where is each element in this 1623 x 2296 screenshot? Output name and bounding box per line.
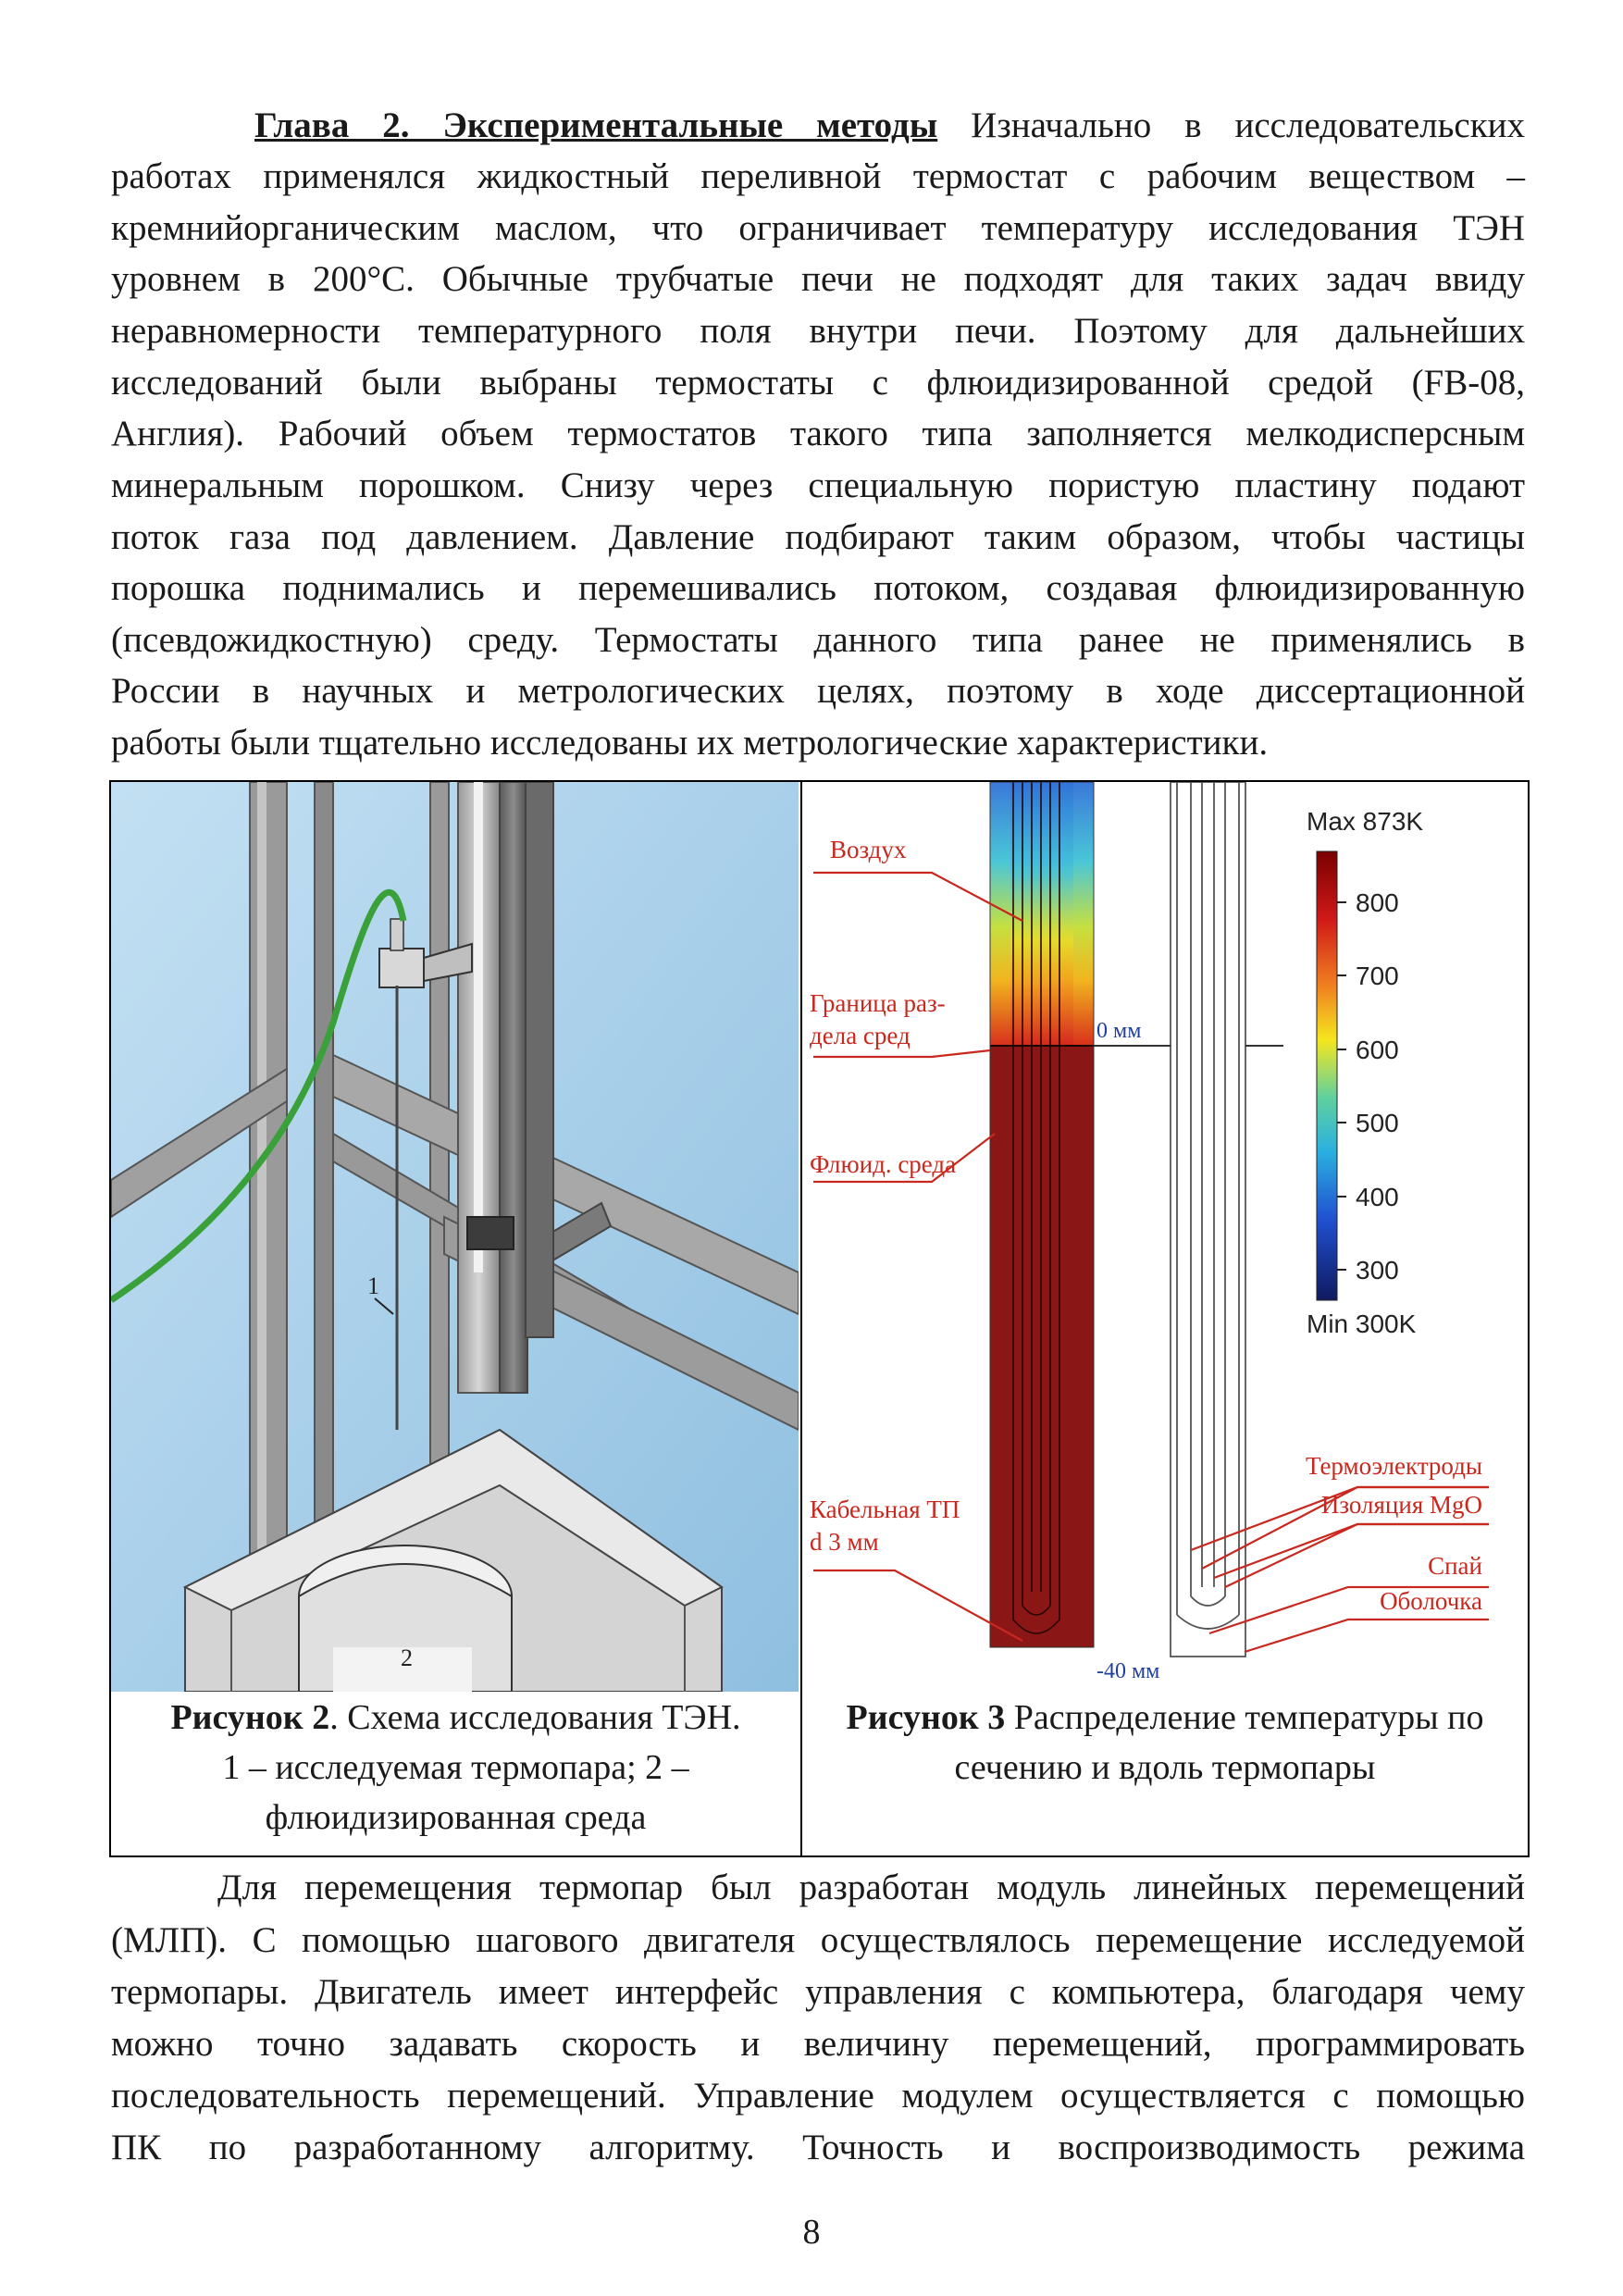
colorbar-tick: 700 — [1356, 962, 1399, 990]
paragraph-line: термопары. Двигатель имеет интерфейс управления с компьютера, благодаря чему — [111, 1972, 1525, 2012]
label-junction: Спай — [1428, 1552, 1482, 1580]
label-interface-2: дела сред — [810, 1022, 911, 1049]
paragraph-line: ПК по разработанному алгоритму. Точность и воспроизводимость режима — [111, 2128, 1525, 2167]
figure-3-illustration — [802, 782, 1528, 1689]
caption-line: Рисунок 2. Схема исследования ТЭН. — [170, 1698, 741, 1737]
paragraph-line: неравномерности температурного поля внутри печи. Поэтому для дальнейших — [111, 311, 1525, 351]
colorbar-tick: 400 — [1356, 1183, 1399, 1211]
paragraph-line: можно точно задавать скорость и величину перемещений, программировать — [111, 2024, 1525, 2064]
paragraph-line: последовательность перемещений. Управление модулем осуществляется с помощью — [111, 2076, 1525, 2116]
label-sheath: Оболочка — [1380, 1587, 1482, 1615]
figure-2-label-1: 1 — [367, 1272, 379, 1299]
colorbar-tick: 600 — [1356, 1036, 1399, 1064]
paragraph-line: поток газа под давлением. Давление подбирают таким образом, чтобы частицы — [111, 517, 1525, 557]
label-zero-mm: 0 мм — [1096, 1019, 1142, 1043]
paragraph-line: работы были тщательно исследованы их метрологические характеристики. — [111, 723, 1269, 763]
paragraph-line: Англия). Рабочий объем термостатов такого типа заполняется мелкодисперсным — [111, 414, 1525, 453]
figure-3-caption — [802, 1693, 1528, 1793]
paragraph-line: Глава 2. Экспериментальные методы Изначально в исследовательских — [254, 105, 1526, 145]
figure-2-cell — [111, 782, 802, 1855]
label-air: Воздух — [830, 836, 907, 863]
label-insulation: Изоляция MgO — [1320, 1491, 1482, 1519]
colorbar-tick: 500 — [1356, 1109, 1399, 1137]
label-cable-2: d 3 мм — [810, 1528, 879, 1556]
colorbar-max-label: Max 873K — [1307, 807, 1424, 836]
colorbar-tick: 800 — [1356, 888, 1399, 917]
paragraph-line: исследований были выбраны термостаты с флюидизированной средой (FB-08, — [111, 363, 1525, 403]
label-cable-1: Кабельная ТП — [810, 1496, 960, 1523]
label-fluid: Флюид. среда — [810, 1150, 957, 1178]
caption-line: флюидизированная среда — [265, 1798, 647, 1837]
paragraph-line: России в научных и метрологических целях, поэтому в ходе диссертационной — [111, 671, 1525, 711]
paragraph-line: Для перемещения термопар был разработан модуль линейных перемещений — [217, 1868, 1525, 1907]
figure-3-cell — [802, 782, 1528, 1855]
page-number: 8 — [802, 2213, 821, 2252]
caption-line: 1 – исследуемая термопара; 2 – — [222, 1748, 689, 1787]
paragraph-line: минеральным порошком. Снизу через специальную пористую пластину подают — [111, 465, 1525, 505]
paragraph-line: (псевдожидкостную) среду. Термостаты данного типа ранее не применялись в — [111, 620, 1525, 660]
chapter-heading: Глава 2. Экспериментальные методы — [254, 105, 938, 145]
paragraph-line: (МЛП). С помощью шагового двигателя осуществлялось перемещение исследуемой — [111, 1920, 1525, 1960]
figure-2-label-2: 2 — [401, 1644, 413, 1671]
colorbar-tick: 300 — [1356, 1256, 1399, 1285]
caption-line: Рисунок 3 Распределение температуры по — [846, 1698, 1484, 1737]
figure-2-caption — [111, 1693, 800, 1843]
paragraph-line: уровнем в 200°С. Обычные трубчатые печи не подходят для таких задач ввиду — [111, 259, 1525, 299]
paragraph-line: порошка поднимались и перемешивались потоком, создавая флюидизированную — [111, 568, 1525, 608]
paragraph-line: кремнийорганическим маслом, что ограничивает температуру исследования ТЭН — [111, 208, 1525, 248]
label-minus40-mm: -40 мм — [1096, 1659, 1160, 1683]
paragraph-line: работах применялся жидкостный переливной термостат с рабочим веществом – — [111, 156, 1525, 196]
label-interface-1: Граница раз- — [810, 989, 946, 1017]
figure-2-illustration — [111, 782, 799, 1692]
figure-table — [109, 780, 1530, 1857]
label-thermoelectrodes: Термоэлектроды — [1305, 1452, 1482, 1480]
colorbar-min-label: Min 300K — [1307, 1309, 1417, 1338]
caption-line: сечению и вдоль термопары — [954, 1748, 1376, 1787]
